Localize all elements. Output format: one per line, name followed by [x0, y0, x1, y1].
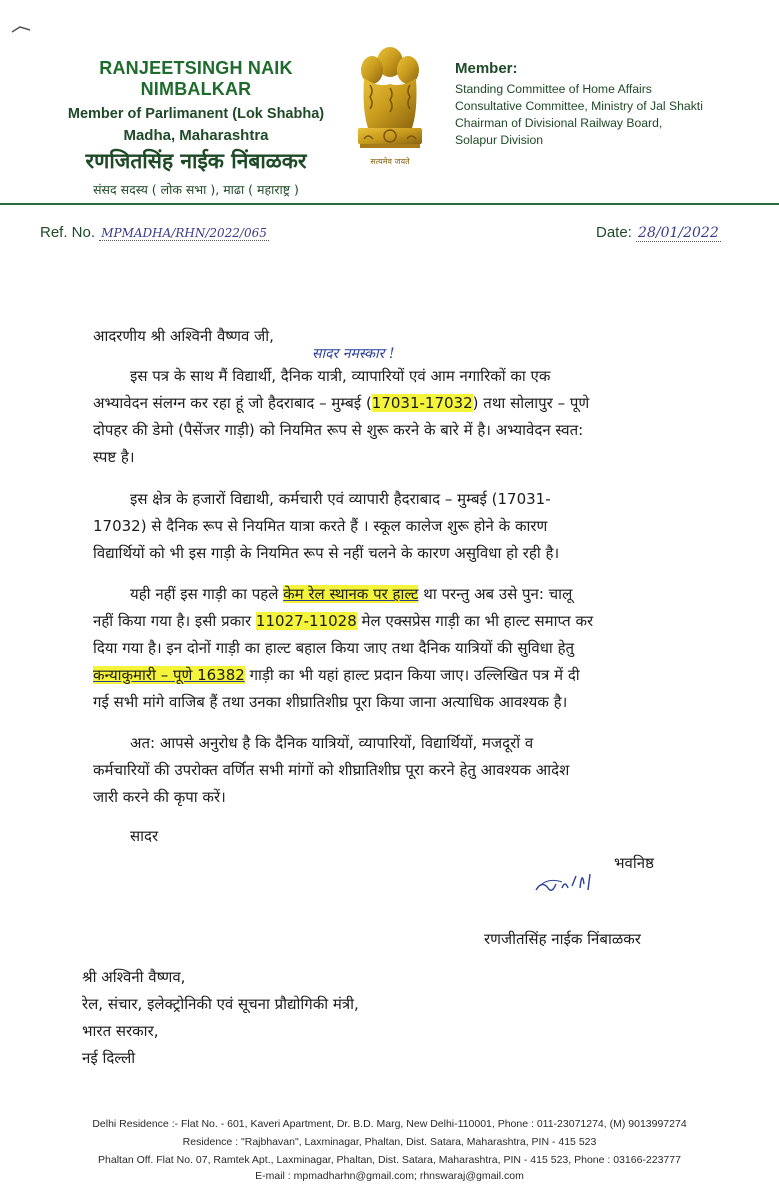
kem-halt-highlight: केम रेल स्थानक पर हाल्ट	[283, 585, 419, 603]
p4-line: जारी करने की कृपा करें।	[93, 788, 226, 806]
addressee-line: नई दिल्ली	[82, 1049, 136, 1067]
p3-line: कन्याकुमारी – पूणे 16382 गाड़ी का भी यहां हाल्ट प्रदान किया जाए। उल्लिखित पत्र में दी	[93, 666, 580, 684]
footer-line: Delhi Residence :- Flat No. - 601, Kaveri Apartment, Dr. B.D. Marg, New Delhi-110001, Phone : 011-23071274, (M) 9013997274	[92, 1118, 687, 1130]
national-emblem-icon	[350, 40, 430, 175]
train-number-highlight: 17031-17032	[371, 394, 473, 412]
letterhead-left	[46, 58, 346, 198]
member-line: Consultative Committee, Ministry of Jal Shakti	[455, 99, 703, 113]
p1-line: इस पत्र के साथ मैं विद्यार्थी, दैनिक यात्री, व्यापारियों एवं आम नगारिकों का एक	[130, 367, 551, 385]
letter-date	[596, 224, 721, 241]
p2-line: 17032) से दैनिक रूप से नियमित यात्रा करते हैं । स्कूल कालेज शुरू होने के कारण	[93, 517, 548, 535]
p3-line: दिया गया है। इन दोनों गाड़ी का हाल्ट बहाल किया जाए तथा दैनिक यात्रियों की सुविधा हेतु	[93, 639, 575, 657]
footer-email: E-mail : mpmadharhn@gmail.com; rhnswaraj@gmail.com	[255, 1170, 524, 1182]
emblem-motto: सत्यमेव जयते	[370, 157, 410, 166]
date-label: Date:	[596, 224, 632, 241]
letterhead-right	[455, 60, 765, 149]
reference-number	[40, 224, 269, 241]
date-value: 28/01/2022	[638, 225, 719, 241]
addressee-line: रेल, संचार, इलेक्ट्रोनिकी एवं सूचना प्रौद्योगिकी मंत्री,	[82, 995, 359, 1013]
member-line: Standing Committee of Home Affairs	[455, 82, 652, 96]
kanyakumari-highlight: कन्याकुमारी – पूणे 16382	[93, 666, 245, 684]
p1-line: स्पष्ट है।	[93, 448, 135, 466]
yours-faithfully: भवनिष्ठ	[614, 854, 654, 872]
footer-line: Residence : "Rajbhavan", Laxminagar, Phaltan, Dist. Satara, Maharashtra, PIN - 415 523	[182, 1136, 597, 1148]
mp-name-hindi: रणजितसिंह नाईक निंबाळकर	[85, 149, 307, 173]
salutation: आदरणीय श्री अश्विनी वैष्णव जी,	[93, 327, 274, 345]
train-number-highlight: 11027-11028	[255, 612, 357, 630]
p2-line: विद्यार्थियों को भी इस गाड़ी के नियमित रूप से नहीं चलने के कारण असुविधा हो रही है।	[93, 544, 560, 562]
ref-value: MPMADHA/RHN/2022/065	[101, 226, 267, 240]
signatory-name: रणजीतसिंह नाईक निंबाळकर	[484, 930, 641, 948]
addressee-line: भारत सरकार,	[82, 1022, 159, 1040]
p4-line: अत: आपसे अनुरोध है कि दैनिक यात्रियों, व्यापारियों, विद्यार्थियों, मजदूरों व	[130, 734, 534, 752]
staple-mark-icon	[10, 24, 32, 36]
addressee-line: श्री अश्विनी वैष्णव,	[82, 968, 186, 986]
p3-line: गई सभी मांगे वाजिब हैं तथा उनका शीघ्रातिशीघ्र पूरा किया जाना अत्याधिक आवश्यक है।	[93, 693, 568, 711]
mp-constituency: Madha, Maharashtra	[123, 127, 269, 144]
member-line: Chairman of Divisional Railway Board,	[455, 116, 663, 130]
p3-line: नहीं किया गया है। इसी प्रकार 11027-11028 मेल एक्सप्रेस गाड़ी का भी हाल्ट समाप्त कर	[93, 612, 594, 630]
mp-role: Member of Parlimanent (Lok Shabha)	[67, 106, 325, 122]
mp-name-english: RANJEETSINGH NAIK NIMBALKAR	[99, 58, 293, 99]
closing: सादर	[130, 827, 159, 845]
letterhead-divider	[0, 203, 779, 205]
handwritten-greeting: सादर नमस्कार !	[312, 346, 395, 362]
p3-line: यही नहीं इस गाड़ी का पहले केम रेल स्थानक पर हाल्ट था परन्तु अब उसे पुन: चालू	[130, 585, 573, 603]
p2-line: इस क्षेत्र के हजारों विद्याथी, कर्मचारी एवं व्यापारी हैदराबाद – मुम्बई (17031-	[130, 490, 551, 508]
p1-line: अभ्यावेदन संलग्न कर रहा हूं जो हैदराबाद – मुम्बई (17031-17032) तथा सोलापुर – पूणे	[93, 394, 590, 412]
ref-label: Ref. No.	[40, 224, 96, 241]
member-line: Solapur Division	[455, 133, 544, 147]
footer-line: Phaltan Off. Flat No. 07, Ramtek Apt., Laxminagar, Phaltan, Dist. Satara, Maharashtra, PIN - 415 523, Phone : 03166-223777	[98, 1154, 681, 1166]
p1-line: दोपहर की डेमो (पैसेंजर गाड़ी) को नियमित रूप से शुरू करने के बारे में है। अभ्यावेदन स्वत:	[93, 421, 584, 439]
signature-icon	[532, 860, 602, 900]
member-heading: Member:	[455, 60, 518, 77]
p4-line: कर्मचारियों की उपरोक्त वर्णित सभी मांगों को शीघ्रातिशीघ्र पूरा करने हेतु आवश्यक आदेश	[93, 761, 570, 779]
mp-role-hindi: संसद सदस्य ( लोक सभा ), माढा ( महाराष्ट्र )	[93, 182, 299, 197]
